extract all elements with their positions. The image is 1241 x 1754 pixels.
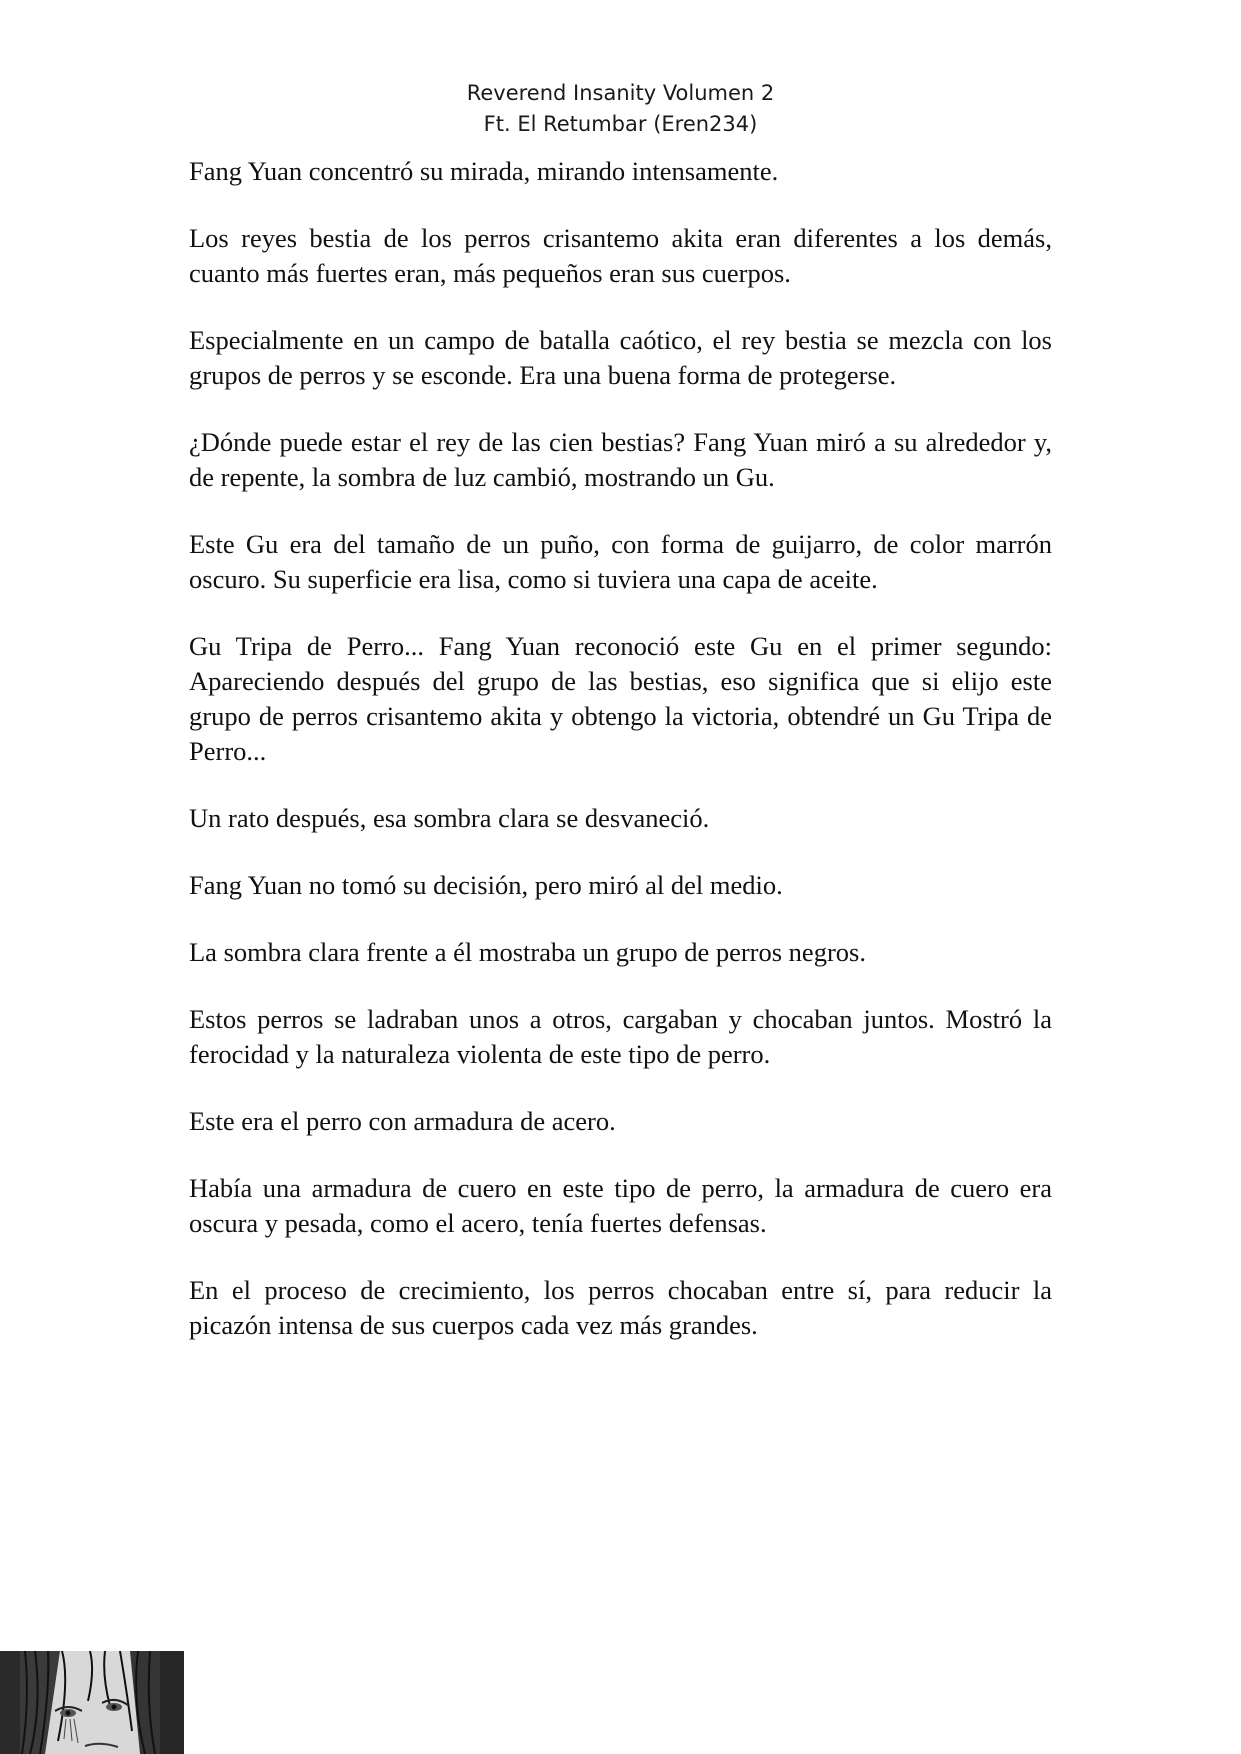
page-header (0, 78, 1241, 140)
paragraph: Estos perros se ladraban unos a otros, cargaban y chocaban juntos. Mostró la ferocidad y la naturaleza violenta de este tipo de perro. (189, 1004, 1052, 1069)
character-portrait-illustration-icon (0, 1651, 184, 1754)
paragraph: En el proceso de crecimiento, los perros chocaban entre sí, para reducir la picazón intensa de sus cuerpos cada vez más grandes. (189, 1275, 1052, 1340)
paragraph: La sombra clara frente a él mostraba un grupo de perros negros. (189, 937, 866, 967)
paragraph: Los reyes bestia de los perros crisantemo akita eran diferentes a los demás, cuanto más fuertes eran, más pequeños eran sus cuerpos. (189, 223, 1052, 288)
paragraph: Especialmente en un campo de batalla caótico, el rey bestia se mezcla con los grupos de perros y se esconde. Era una buena forma de protegerse. (189, 325, 1052, 390)
document-title: Reverend Insanity Volumen 2 (466, 81, 775, 105)
character-portrait-image (0, 1651, 184, 1754)
paragraph: Este era el perro con armadura de acero. (189, 1106, 616, 1136)
chapter-body (189, 154, 1052, 1375)
document-credit: Ft. El Retumbar (Eren234) (483, 112, 758, 136)
paragraph: ¿Dónde puede estar el rey de las cien bestias? Fang Yuan miró a su alrededor y, de repente, la sombra de luz cambió, mostrando un Gu. (189, 427, 1052, 492)
paragraph: Un rato después, esa sombra clara se desvaneció. (189, 803, 710, 833)
paragraph: Gu Tripa de Perro... Fang Yuan reconoció este Gu en el primer segundo: Apareciendo después del grupo de las bestias, eso significa que si elijo este grupo de perros crisantemo akita y obtengo la victoria, obtendré un Gu Tripa de Perro... (189, 631, 1052, 766)
paragraph: Había una armadura de cuero en este tipo de perro, la armadura de cuero era oscura y pesada, como el acero, tenía fuertes defensas. (189, 1173, 1052, 1238)
paragraph: Fang Yuan concentró su mirada, mirando intensamente. (189, 156, 779, 186)
paragraph: Este Gu era del tamaño de un puño, con forma de guijarro, de color marrón oscuro. Su superficie era lisa, como si tuviera una capa de aceite. (189, 529, 1052, 594)
paragraph: Fang Yuan no tomó su decisión, pero miró al del medio. (189, 870, 783, 900)
